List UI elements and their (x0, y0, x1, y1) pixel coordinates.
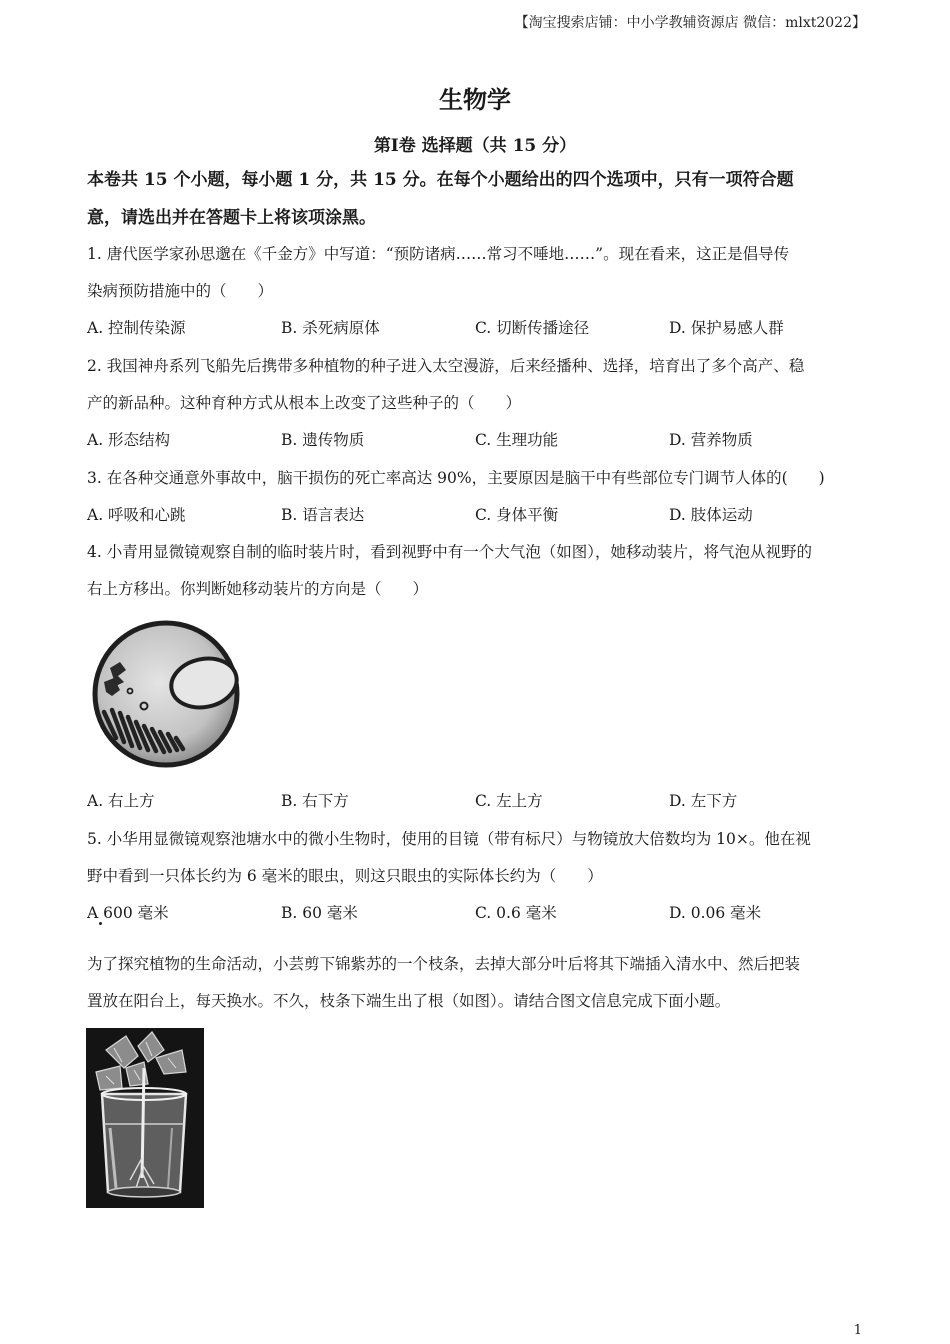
question-4-option-b: B. 右下方 (281, 792, 349, 810)
question-1-option-c: C. 切断传播途径 (475, 319, 590, 337)
question-3-option-a: A. 呼吸和心跳 (87, 506, 186, 524)
passage-line-2: 置放在阳台上，每天换水。不久，枝条下端生出了根（如图）。请结合图文信息完成下面小题。 (87, 992, 731, 1010)
question-1-option-a: A. 控制传染源 (87, 319, 186, 337)
question-2-option-b: B. 遗传物质 (281, 431, 365, 449)
page-number: 1 (853, 1323, 862, 1338)
question-4-line-2: 右上方移出。你判断她移动装片的方向是（ ） (87, 580, 429, 598)
question-2-line-2: 产的新品种。这种育种方式从根本上改变了这些种子的（ ） (87, 394, 522, 412)
question-5-option-a: A 600 毫米 (87, 904, 169, 922)
question-5-line-1: 5. 小华用显微镜观察池塘水中的微小生物时，使用的目镜（带有标尺）与物镜放大倍数均为 10×。他在视 (87, 830, 811, 848)
instructions-line-2: 意，请选出并在答题卡上将该项涂黑。 (87, 208, 376, 228)
question-3-option-c: C. 身体平衡 (475, 506, 559, 524)
passage-line-1: 为了探究植物的生命活动，小芸剪下锦紫苏的一个枝条，去掉大部分叶后将其下端插入清水中、然后把装 (87, 955, 801, 973)
question-3-option-d: D. 肢体运动 (669, 506, 753, 524)
question-3-option-b: B. 语言表达 (281, 506, 365, 524)
question-4-line-1: 4. 小青用显微镜观察自制的临时装片时，看到视野中有一个大气泡（如图），她移动装片，将气泡从视野的 (87, 543, 812, 561)
instructions-line-1: 本卷共 15 个小题，每小题 1 分，共 15 分。在每个小题给出的四个选项中，只有一项符合题 (87, 170, 794, 190)
question-5-line-2: 野中看到一只体长约为 6 毫米的眼虫，则这只眼虫的实际体长约为（ ） (87, 867, 603, 885)
question-1-option-b: B. 杀死病原体 (281, 319, 380, 337)
question-5-option-c: C. 0.6 毫米 (475, 904, 557, 922)
page-title: 生物学 (439, 85, 511, 114)
microscope-field-figure (90, 620, 244, 774)
question-5-option-d: D. 0.06 毫米 (669, 904, 762, 922)
question-2-line-1: 2. 我国神舟系列飞船先后携带多种植物的种子进入太空漫游，后来经播种、选择，培育出了多个高产、稳 (87, 357, 805, 375)
question-4-option-c: C. 左上方 (475, 792, 543, 810)
question-1-option-d: D. 保护易感人群 (669, 319, 784, 337)
question-4-option-a: A. 右上方 (87, 792, 155, 810)
question-1-line-1: 1. 唐代医学家孙思邈在《千金方》中写道：“预防诸病……常习不唾地……”。现在看来，这正是倡导传 (87, 245, 790, 263)
question-5-option-b: B. 60 毫米 (281, 904, 358, 922)
question-3-line-1: 3. 在各种交通意外事故中，脑干损伤的死亡率高达 90%，主要原因是脑干中有些部位专门调节人体的( ) (87, 469, 825, 487)
question-2-option-a: A. 形态结构 (87, 431, 171, 449)
question-4-option-d: D. 左下方 (669, 792, 738, 810)
section-title: 第Ⅰ卷 选择题（共 15 分） (373, 136, 577, 156)
header-note: 【淘宝搜索店铺：中小学教辅资源店 微信：mlxt2022】 (514, 15, 866, 31)
question-2-option-d: D. 营养物质 (669, 431, 753, 449)
plant-cutting-photo (86, 1028, 204, 1212)
question-1-line-2: 染病预防措施中的（ ） (87, 282, 274, 300)
decorative-dot (99, 922, 102, 925)
question-2-option-c: C. 生理功能 (475, 431, 559, 449)
